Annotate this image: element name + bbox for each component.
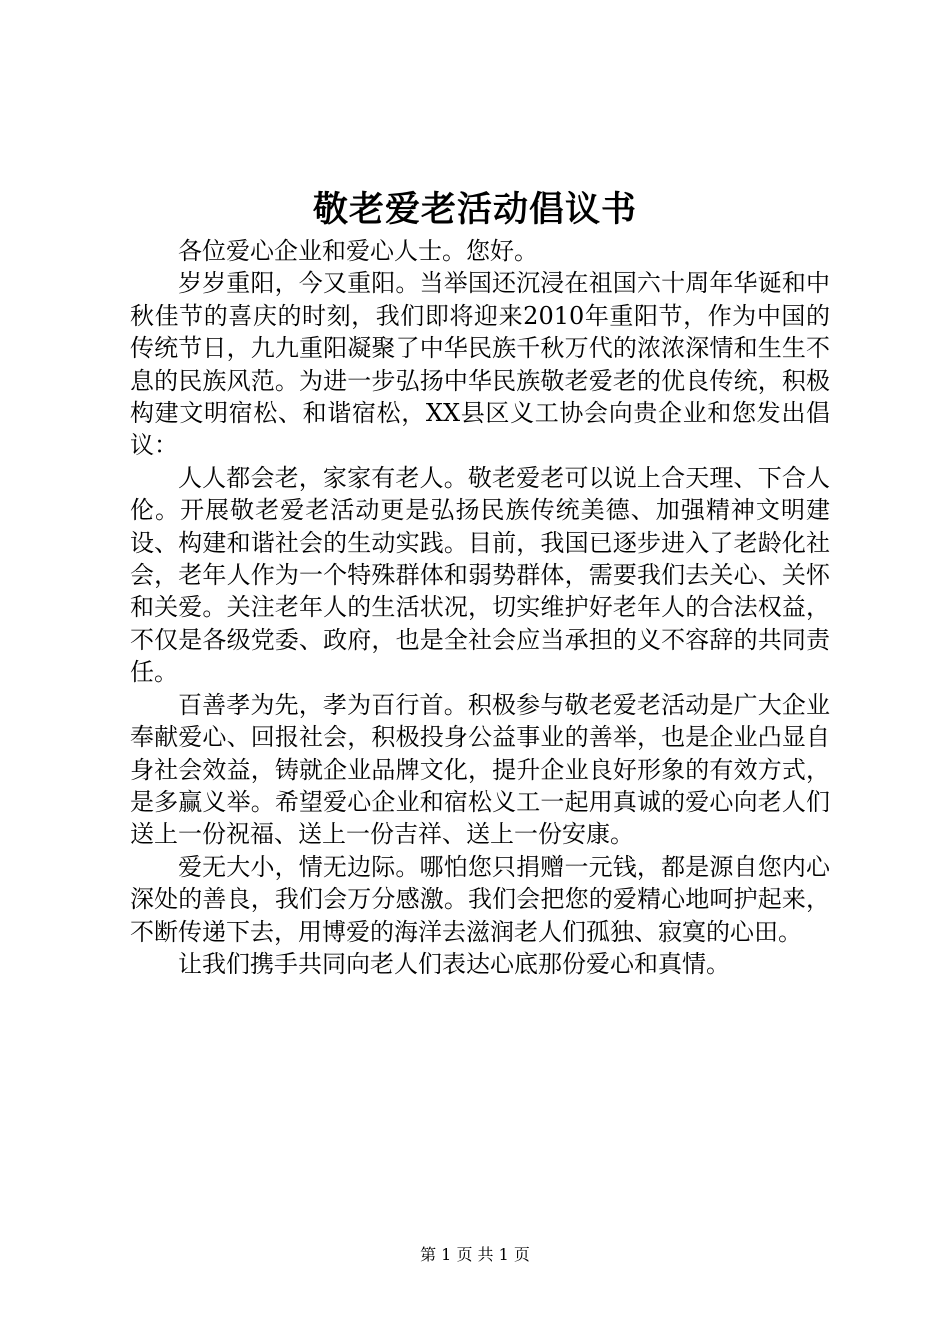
document-body xyxy=(130,235,830,980)
closing-paragraph: 让我们携手共同向老人们表达心底那份爱心和真情。 xyxy=(178,949,730,978)
document-title: 敬老爱老活动倡议书 xyxy=(312,189,637,230)
donation-paragraph: 爱无大小，情无边际。哪怕您只捐赠一元钱，都是源自您内心深处的善良，我们会万分感激。我们会把您的爱精心地呵护起来，不断传递下去，用博爱的海洋去滋润老人们孤独、寂寞的心田。 xyxy=(130,852,830,946)
filial-piety-paragraph: 百善孝为先，孝为百行首。积极参与敬老爱老活动是广大企业奉献爱心、回报社会，积极投身公益事业的善举，也是企业凸显自身社会效益，铸就企业品牌文化，提升企业良好形象的有效方式，是多赢义举。希望爱心企业和宿松义工一起用真诚的爱心向老人们送上一份祝福、送上一份吉祥、送上一份安康。 xyxy=(130,690,830,849)
greeting-paragraph: 各位爱心企业和爱心人士。您好。 xyxy=(178,237,538,265)
page-number-footer: 第 1 页 共 1 页 xyxy=(420,1245,530,1264)
aging-society-paragraph: 人人都会老，家家有老人。敬老爱老可以说上合天理、下合人伦。开展敬老爱老活动更是弘扬民族传统美德、加强精神文明建设、构建和谐社会的生动实践。目前，我国已逐步进入了老龄化社会，老年人作为一个特殊群体和弱势群体，需要我们去关心、关怀和关爱。关注老年人的生活状况，切实维护好老年人的合法权益，不仅是各级党委、政府，也是全社会应当承担的义不容辞的共同责任。 xyxy=(130,463,830,687)
intro-paragraph: 岁岁重阳，今又重阳。当举国还沉浸在祖国六十周年华诞和中秋佳节的喜庆的时刻，我们即将迎来2010年重阳节，作为中国的传统节日，九九重阳凝聚了中华民族千秋万代的浓浓深情和生生不息的民族风范。为进一步弘扬中华民族敬老爱老的优良传统，积极构建文明宿松、和谐宿松，XX县区义工协会向贵企业和您发出倡议： xyxy=(130,269,830,460)
